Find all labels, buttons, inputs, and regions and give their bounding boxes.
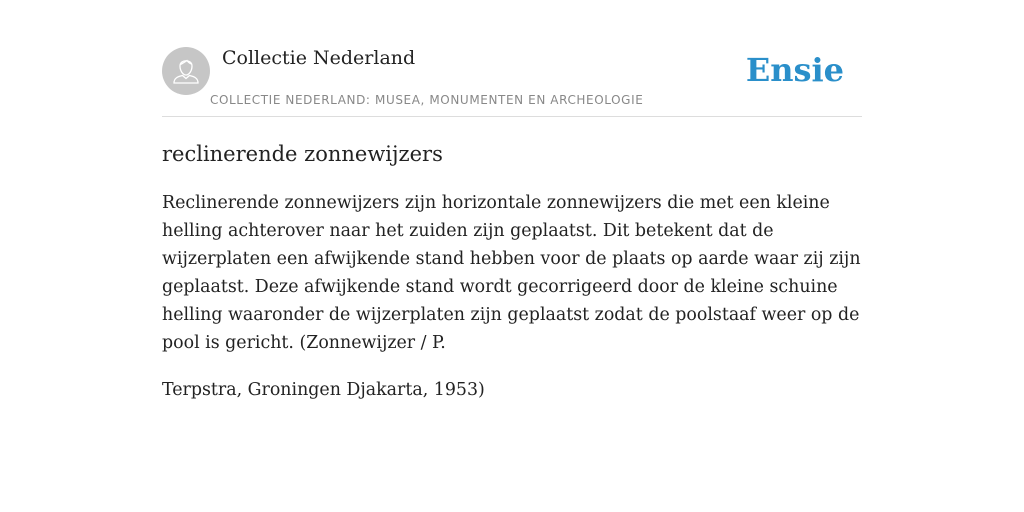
collection-link[interactable]: COLLECTIE NEDERLAND: MUSEA, MONUMENTEN EN ARCHEOLOGIE: [210, 93, 644, 107]
user-silhouette-icon: [162, 47, 210, 95]
entry-title: reclinerende zonnewijzers: [162, 142, 443, 166]
author-name[interactable]: Collectie Nederland: [222, 47, 416, 69]
entry-body: Reclinerende zonnewijzers zijn horizontale zonnewijzers die met een kleine helling achterover naar het zuiden zijn geplaatst. Dit betekent dat de wijzerplaten een afwijkende stand hebben voor de plaats op aarde waar zij zijn geplaatst. Deze afwijkende stand wordt gecorrigeerd door de kleine schuine helling waaronder de wijzerplaten zijn geplaatst zodat de poolstaaf weer op de pool is gericht. (Zonnewijzer / P.: [162, 193, 861, 353]
ensie-logo[interactable]: Ensie: [745, 51, 844, 89]
entry-source: Terpstra, Groningen Djakarta, 1953): [162, 380, 485, 400]
author-avatar[interactable]: [162, 47, 210, 95]
entry-header: [162, 46, 862, 117]
entry-content: [162, 139, 862, 404]
